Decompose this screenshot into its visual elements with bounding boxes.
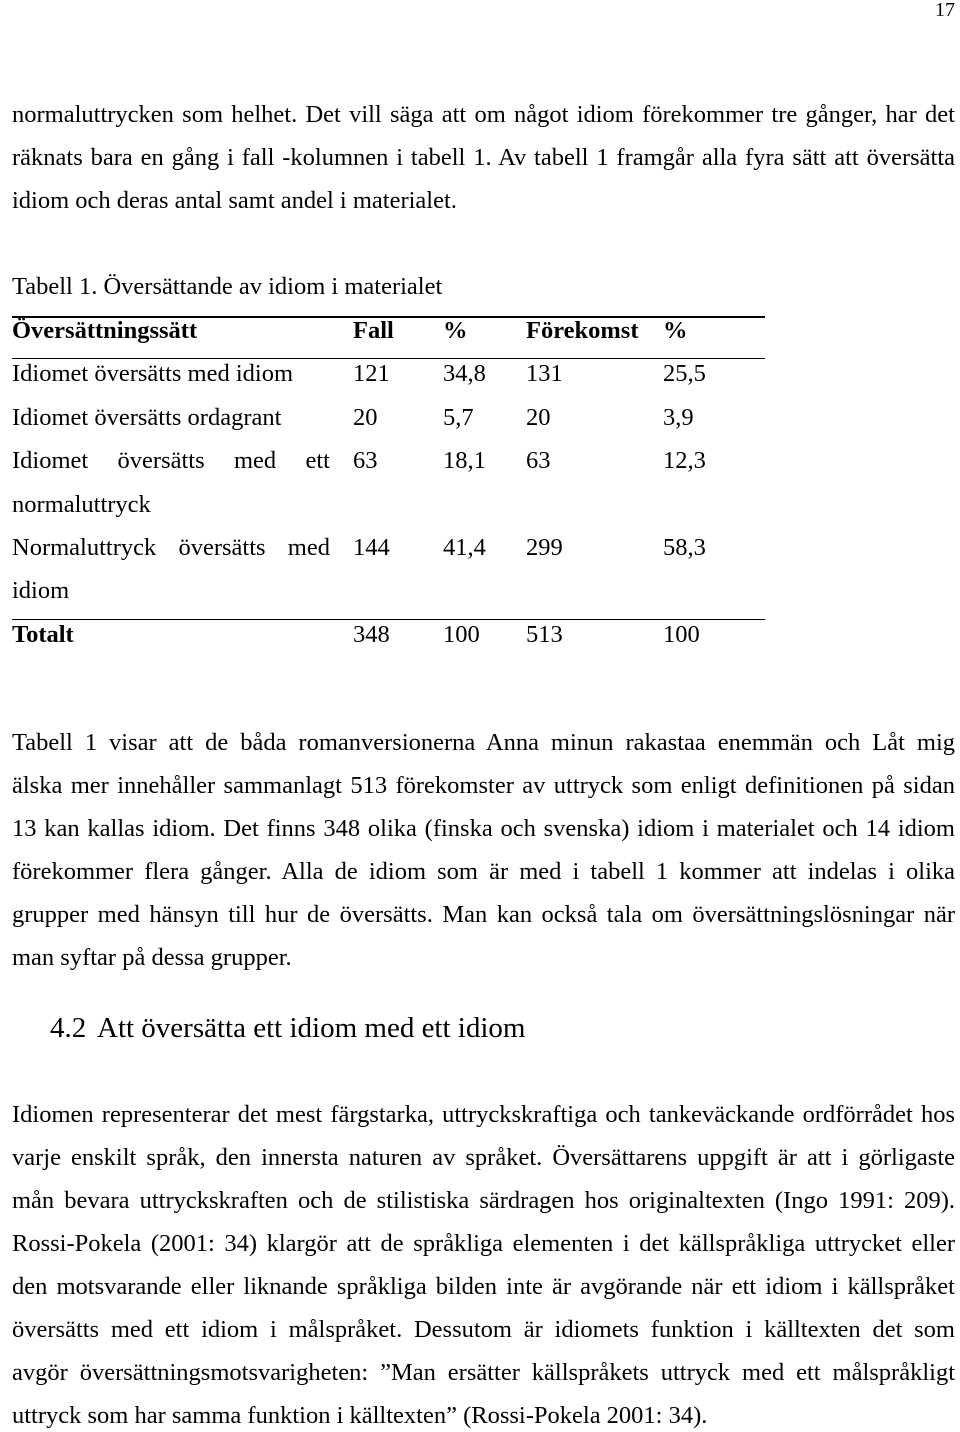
table-row bbox=[12, 396, 765, 439]
paragraph-line: normaluttrycken som helhet. Det vill säga att om något idiom förekommer tre gånger, har det bbox=[12, 101, 955, 128]
occurrences-cell: 131 bbox=[526, 360, 563, 388]
table-row bbox=[12, 526, 765, 613]
total-occurrences: 513 bbox=[526, 620, 563, 648]
paragraph-line: förekommer flera gånger. Alla de idiom som är med i tabell 1 kommer att indelas i olika bbox=[12, 858, 955, 885]
total-label: Totalt bbox=[12, 620, 74, 648]
column-header-method: Översättningssätt bbox=[12, 317, 198, 344]
paragraph-line: den motsvarande eller liknande språkliga bilden inte är avgörande när ett idiom i källspråket bbox=[12, 1273, 955, 1300]
cases-percent-cell: 34,8 bbox=[443, 360, 486, 388]
table-header-rule bbox=[12, 358, 765, 360]
occurrences-cell: 20 bbox=[526, 403, 551, 431]
paragraph-line: varje enskilt språk, den innersta naturen av språket. Översättarens uppgift är att i görligaste bbox=[12, 1144, 955, 1171]
occurrences-percent-cell: 12,3 bbox=[663, 447, 706, 475]
column-header-occurrences-percent: % bbox=[663, 317, 688, 344]
table-top-rule bbox=[12, 316, 765, 318]
paragraph-line: idiom och deras antal samt andel i materialet. bbox=[12, 187, 457, 214]
page-number: 17 bbox=[935, 0, 955, 21]
paragraph-line: Idiomen representerar det mest färgstarka, uttryckskraftiga och tankeväckande ordförrådet hos bbox=[12, 1101, 955, 1128]
occurrences-percent-cell: 25,5 bbox=[663, 360, 706, 388]
section-title: Att översätta ett idiom med ett idiom bbox=[97, 1012, 526, 1044]
cases-cell: 121 bbox=[353, 360, 390, 388]
column-header-occurrences: Förekomst bbox=[526, 317, 639, 344]
paragraph-line: grupper med hänsyn till hur de översätts. Man kan också tala om översättningslösningar när bbox=[12, 901, 955, 928]
paragraph-line: uttryck som har samma funktion i källtexten” (Rossi-Pokela 2001: 34). bbox=[12, 1402, 708, 1429]
column-header-cases: Fall bbox=[353, 317, 394, 344]
method-cell: Normaluttryck översätts med idiom bbox=[12, 534, 330, 605]
table-total-rule bbox=[12, 619, 765, 621]
occurrences-percent-cell: 3,9 bbox=[663, 403, 694, 431]
paragraph-line: räknats bara en gång i fall -kolumnen i tabell 1. Av tabell 1 framgår alla fyra sätt att översätta bbox=[12, 144, 955, 171]
section-heading bbox=[50, 1010, 750, 1046]
table-caption: Tabell 1. Översättande av idiom i materialet bbox=[12, 273, 443, 300]
cases-cell: 63 bbox=[353, 447, 378, 475]
table-row bbox=[12, 439, 765, 526]
cases-percent-cell: 5,7 bbox=[443, 403, 474, 431]
cases-percent-cell: 41,4 bbox=[443, 534, 486, 562]
intro-paragraph bbox=[12, 93, 955, 222]
cases-percent-cell: 18,1 bbox=[443, 447, 486, 475]
cases-cell: 20 bbox=[353, 403, 378, 431]
method-cell: Idiomet översätts ordagrant bbox=[12, 403, 282, 431]
column-header-cases-percent: % bbox=[443, 317, 468, 344]
total-occurrences-percent: 100 bbox=[663, 620, 700, 648]
method-cell: Idiomet översätts med ett normaluttryck bbox=[12, 447, 330, 518]
paragraph-line: 13 kan kallas idiom. Det finns 348 olika (finska och svenska) idiom i materialet och 14 idiom bbox=[12, 815, 955, 842]
total-cases-percent: 100 bbox=[443, 620, 480, 648]
discussion-paragraph bbox=[12, 721, 955, 979]
method-cell: Idiomet översätts med idiom bbox=[12, 360, 294, 388]
occurrences-percent-cell: 58,3 bbox=[663, 534, 706, 562]
section-paragraph bbox=[12, 1093, 955, 1430]
cases-cell: 144 bbox=[353, 534, 390, 562]
total-cases: 348 bbox=[353, 620, 390, 648]
occurrences-cell: 299 bbox=[526, 534, 563, 562]
paragraph-line: översätts med ett idiom i målspråket. Dessutom är idiomets funktion i källtexten det som bbox=[12, 1316, 955, 1343]
paragraph-line: mån bevara uttryckskraften och de stilistiska särdragen hos originaltexten (Ingo 1991: 209). bbox=[12, 1187, 955, 1214]
paragraph-line: avgör översättningsmotsvarigheten: ”Man ersätter källspråkets uttryck med ett målspråkligt bbox=[12, 1359, 955, 1386]
occurrences-cell: 63 bbox=[526, 447, 551, 475]
section-number: 4.2 bbox=[50, 1012, 87, 1044]
paragraph-line: Rossi-Pokela (2001: 34) klargör att de språkliga elementen i det källspråkliga uttrycket eller bbox=[12, 1230, 955, 1257]
paragraph-line: Tabell 1 visar att de båda romanversionerna Anna minun rakastaa enemmän och Låt mig bbox=[12, 729, 955, 756]
translation-methods-table bbox=[12, 309, 765, 657]
paragraph-line: älska mer innehåller sammanlagt 513 förekomster av uttryck som enligt definitionen på sidan bbox=[12, 772, 955, 799]
paragraph-line: man syftar på dessa grupper. bbox=[12, 944, 292, 971]
